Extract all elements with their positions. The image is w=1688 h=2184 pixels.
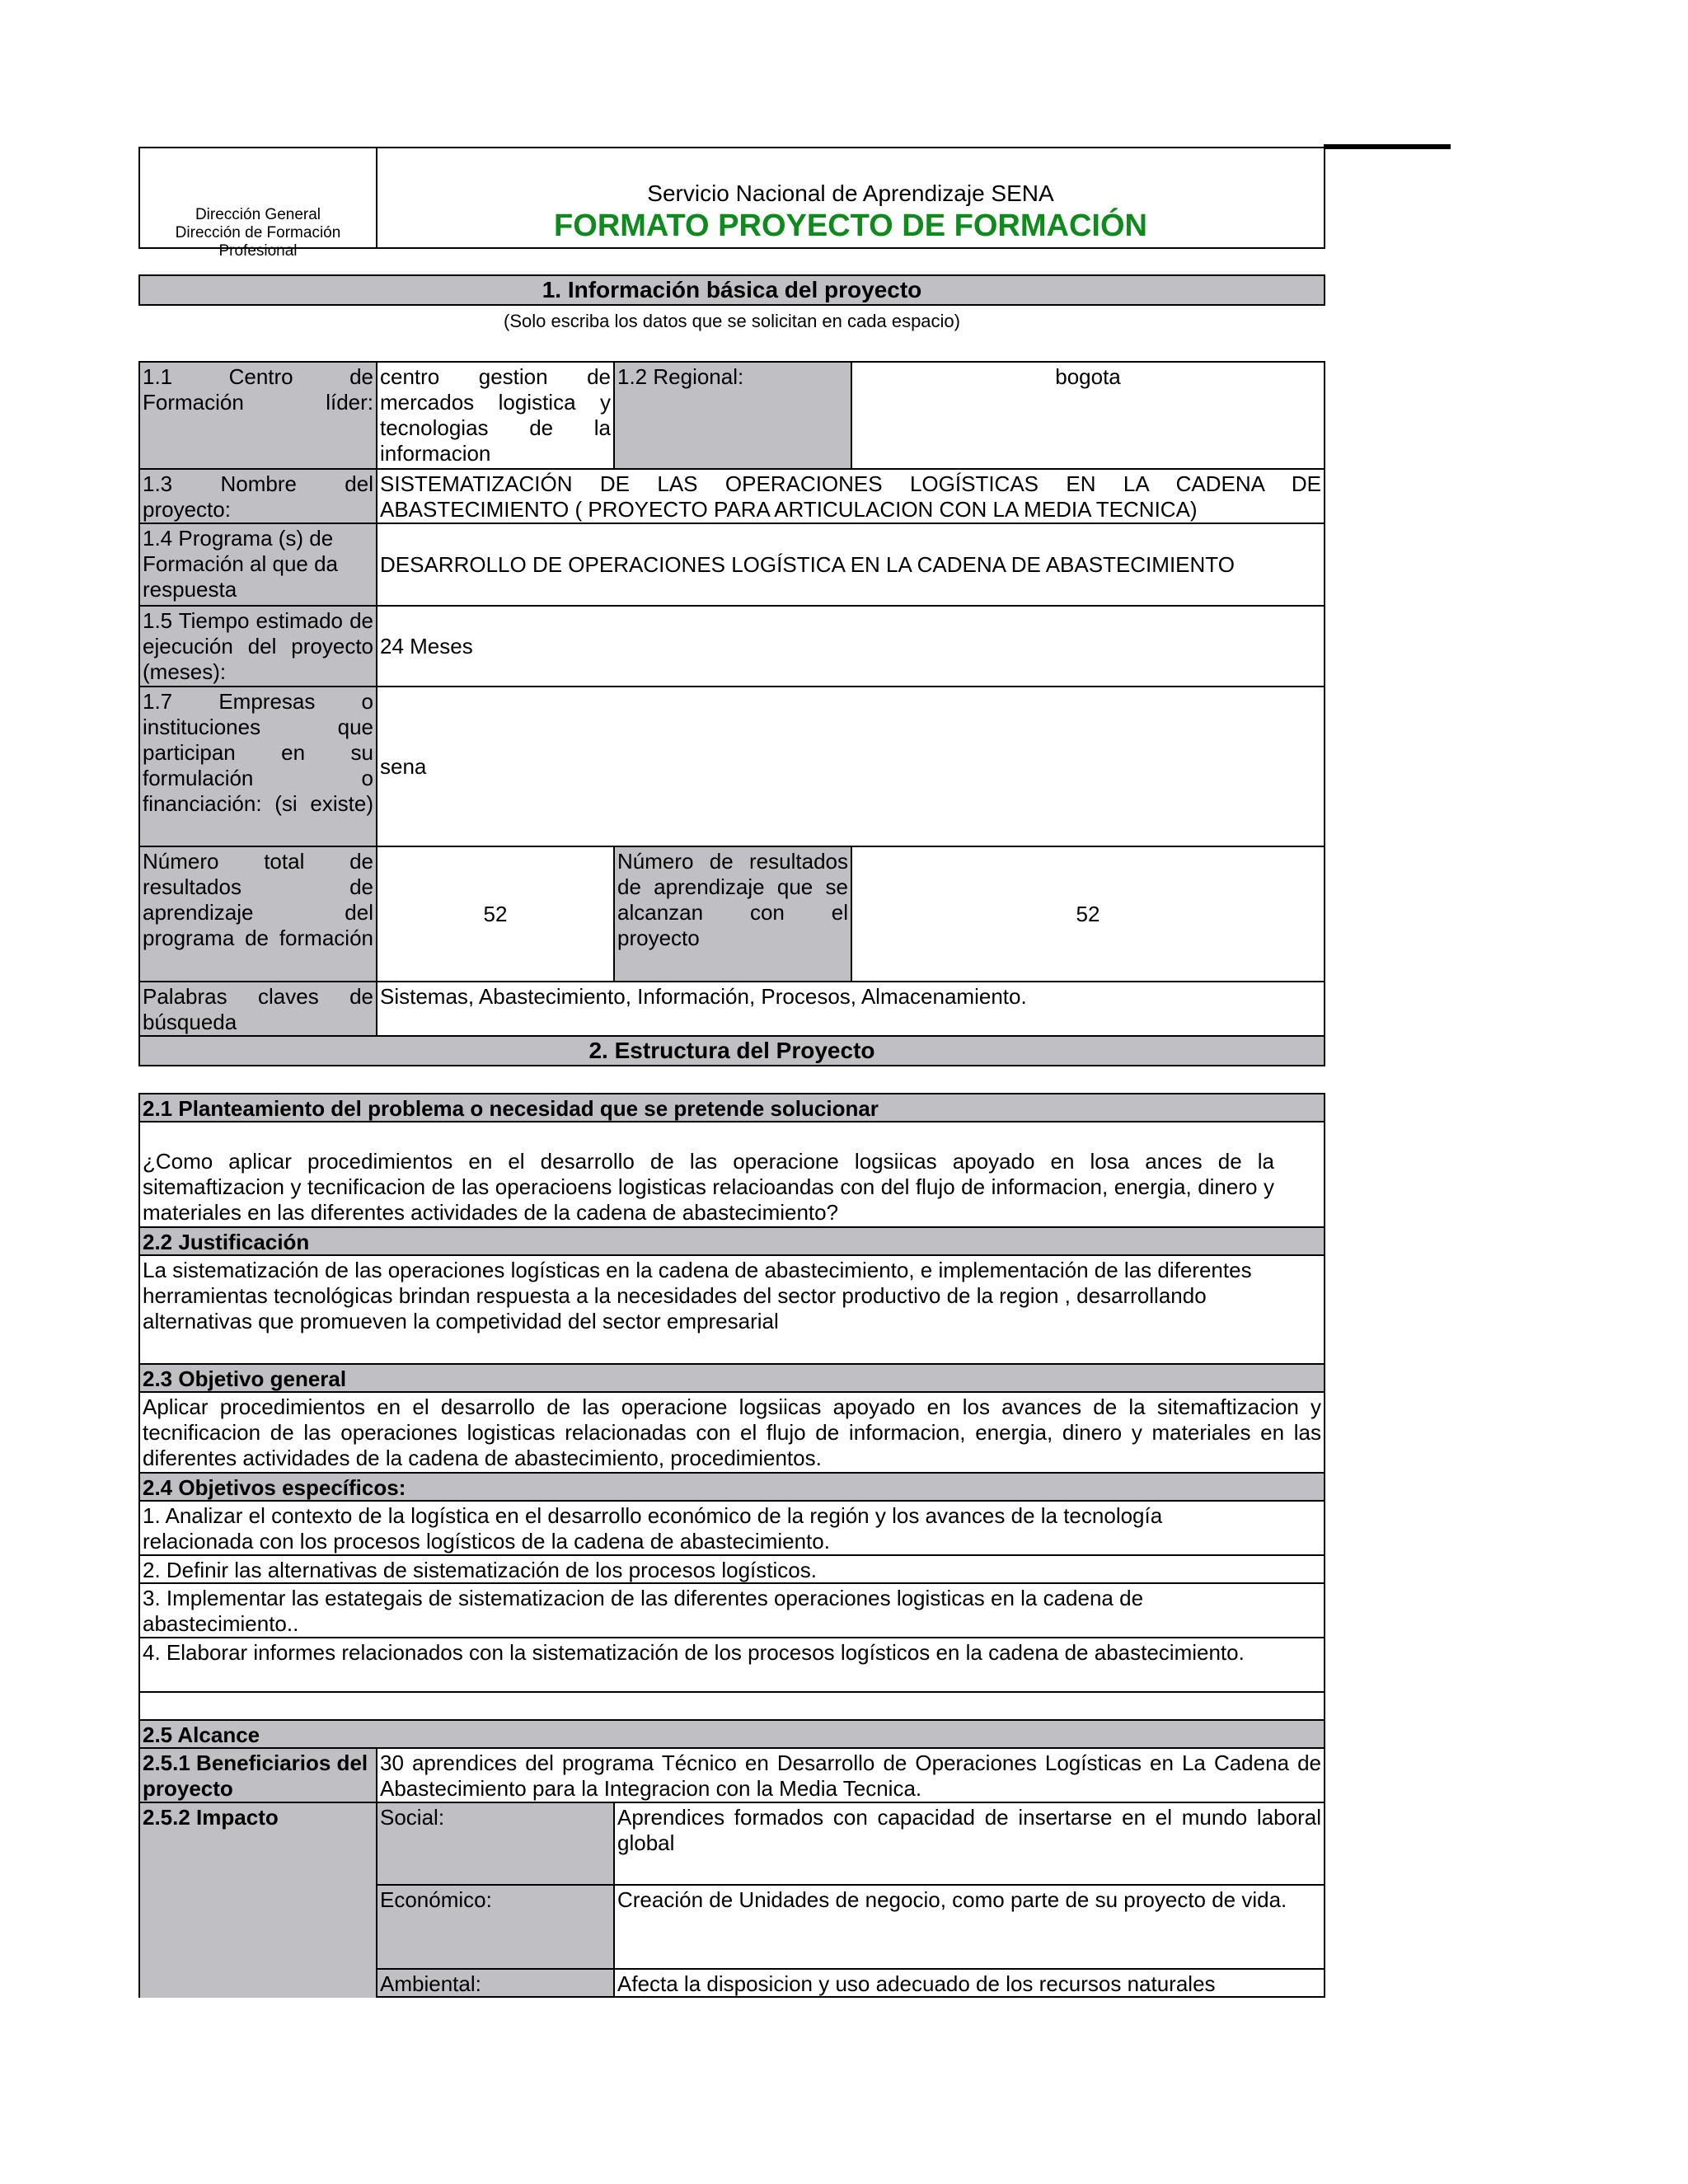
empty-row [138,1691,1325,1721]
economico-label: Económico: [376,1884,615,1970]
total-resultados-label: Número total de resultados de aprendizaje del programa de formación [138,846,377,982]
justificacion-text: La sistematización de las operaciones logísticas en la cadena de abastecimiento, e implementación de las diferentes herramientas tecnológicas brindan respuesta a la necesidades del sector productivo de la region , desarrollando alternativas que promueven la competividad del sector empresarial [138,1254,1325,1365]
ambiental-label: Ambiental: [376,1968,615,1998]
alcance-label: 2.5 Alcance [138,1719,1325,1749]
resultados-alcanzan-value [851,846,1325,982]
dept-block [138,147,377,260]
objetivo-especifico-3: 3. Implementar las estategais de sistematizacion de las diferentes operaciones logisticas en la cadena de abastecimiento.. [138,1582,1325,1638]
dept-line-3: Profesional [218,242,298,260]
section-1-title: 1. Información básica del proyecto [138,274,1325,306]
programa-value-text: DESARROLLO DE OPERACIONES LOGÍSTICA EN LA CADENA DE ABASTECIMIENTO [380,551,1235,577]
section-2-title: 2. Estructura del Proyecto [138,1035,1325,1066]
total-resultados-number: 52 [483,901,508,926]
empresas-value-text: sena [380,753,427,779]
resultados-alcanzan-number: 52 [1076,901,1100,926]
programa-value [376,523,1325,607]
tiempo-value [376,605,1325,687]
planteamiento-label: 2.1 Planteamiento del problema o necesidad que se pretende solucionar [138,1093,1325,1122]
objetivo-especifico-2: 2. Definir las alternativas de sistematización de los procesos logísticos. [138,1554,1325,1584]
institution-name: Servicio Nacional de Aprendizaje SENA [647,180,1054,206]
tiempo-value-text: 24 Meses [380,633,473,658]
objetivo-especifico-4: 4. Elaborar informes relacionados con la sistematización de los procesos logísticos en la cadena de abastecimiento. [138,1637,1325,1693]
section-1-note: (Solo escriba los datos que se solicitan en cada espacio) [504,311,960,331]
impacto-block [138,1802,377,1998]
dept-line-2: Dirección de Formación [175,224,341,241]
social-label: Social: [376,1802,615,1886]
beneficiarios-label: 2.5.1 Beneficiarios del proyecto [138,1747,377,1803]
form-title: FORMATO PROYECTO DE FORMACIÓN [554,209,1147,243]
social-text: Aprendices formados con capacidad de insertarse en el mundo laboral global [613,1802,1325,1886]
total-resultados-value [376,846,615,982]
planteamiento-text: ¿Como aplicar procedimientos en el desarrollo de las operacione logsiicas apoyado en losa ances de la sitemaftizacion y tecnificacion de las operacioens logisticas relacioandas con del flujo de informacion, energia, dinero y materiales en las diferentes actividades de la cadena de abastecimiento? [138,1121,1325,1228]
empresas-label: 1.7 Empresas o instituciones que participan en su formulación o financiación: (si existe) [138,686,377,847]
regional-label: 1.2 Regional: [613,361,852,470]
header-accent-line [1324,144,1451,149]
economico-text: Creación de Unidades de negocio, como parte de su proyecto de vida. [613,1884,1325,1970]
nombre-value: SISTEMATIZACIÓN DE LAS OPERACIONES LOGÍSTICAS EN LA CADENA DE ABASTECIMIENTO ( PROYECTO PARA ARTICULACION CON LA MEDIA TECNICA) [376,468,1325,524]
objetivo-general-text: Aplicar procedimientos en el desarrollo de las operacione logsiicas apoyado en los avances de la sitemaftizacion y tecnificacion de las operaciones logisticas relacionadas con el flujo de informacion, energia, dinero y materiales en las diferentes actividades de la cadena de abastecimiento, procedimientos. [138,1391,1325,1474]
impacto-label: 2.5.2 Impacto [143,1805,279,1830]
palabras-value: Sistemas, Abastecimiento, Información, Procesos, Almacenamiento. [376,981,1325,1037]
objetivos-especificos-label: 2.4 Objetivos específicos: [138,1472,1325,1502]
tiempo-label: 1.5 Tiempo estimado de ejecución del proyecto (meses): [138,605,377,687]
ambiental-text: Afecta la disposicion y uso adecuado de los recursos naturales [613,1968,1325,1998]
nombre-label: 1.3 Nombre del proyecto: [138,468,377,524]
centro-label: 1.1 Centro de Formación líder: [138,361,377,470]
regional-value: bogota [851,361,1325,470]
programa-label: 1.4 Programa (s) de Formación al que da respuesta [138,523,377,607]
dept-line-1: Dirección General [195,206,321,223]
objetivo-general-label: 2.3 Objetivo general [138,1363,1325,1393]
palabras-label: Palabras claves de búsqueda [138,981,377,1037]
resultados-alcanzan-label: Número de resultados de aprendizaje que se alcanzan con el proyecto [613,846,852,982]
beneficiarios-text: 30 aprendices del programa Técnico en Desarrollo de Operaciones Logísticas en La Cadena de Abastecimiento para la Integracion con la Media Tecnica. [376,1747,1325,1803]
objetivo-especifico-1: 1. Analizar el contexto de la logística en el desarrollo económico de la región y los avances de la tecnología relacionada con los procesos logísticos de la cadena de abastecimiento. [138,1500,1325,1556]
centro-value: centro gestion de mercados logistica y tecnologias de la informacion [376,361,615,470]
justificacion-label: 2.2 Justificación [138,1226,1325,1256]
title-block [376,147,1325,249]
empresas-value [376,686,1325,847]
